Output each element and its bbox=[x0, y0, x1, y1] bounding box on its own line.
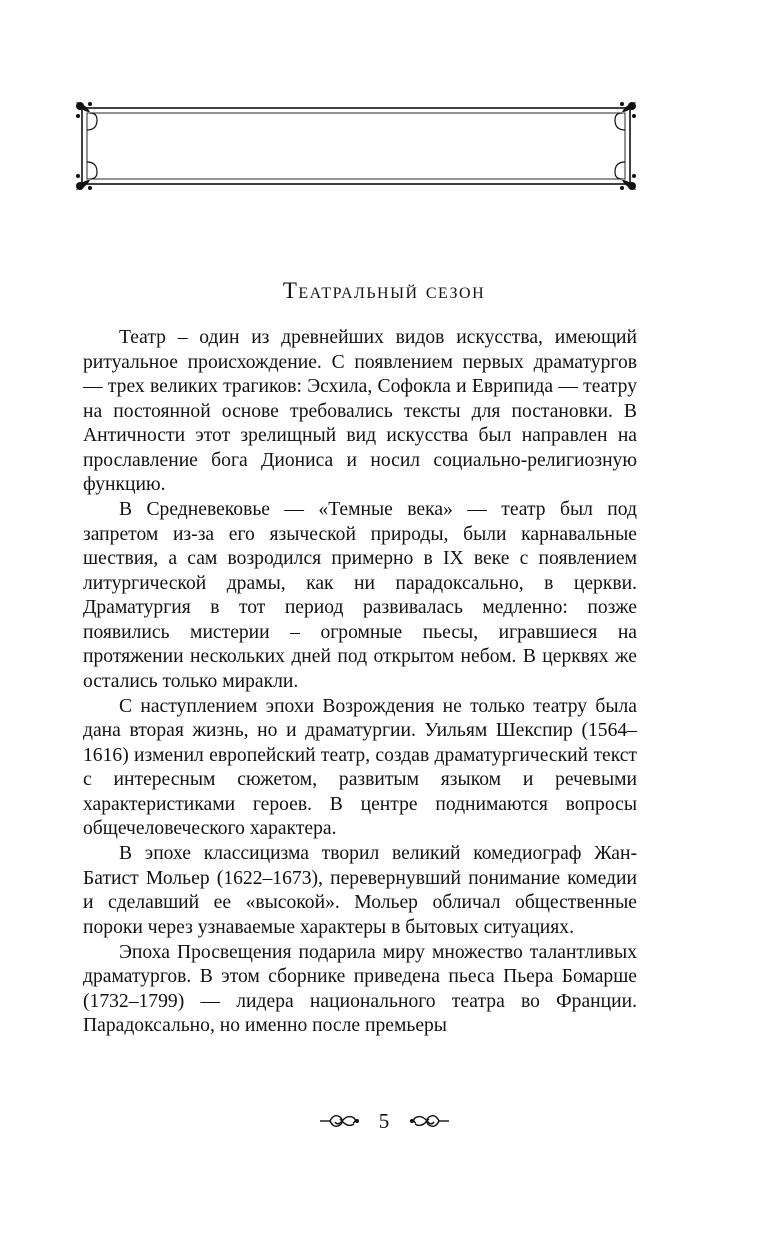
page-title: Театральный сезон bbox=[282, 278, 486, 303]
fleuron-icon bbox=[318, 1110, 360, 1132]
page-footer bbox=[0, 1107, 768, 1134]
paragraph: В эпохе классицизма творил великий комедиограф Жан-Батист Мольер (1622–1673), перевернувший понимание комедии и сделавший ее «высокой». Мольер обличал общественные пороки через узнаваемые характеры в бытовых ситуациях. bbox=[83, 843, 637, 938]
page-number: 5 bbox=[378, 1108, 390, 1133]
corner-ornament-br bbox=[620, 174, 636, 190]
corner-ornament-tl bbox=[76, 102, 92, 118]
corner-ornament-tr bbox=[620, 102, 636, 118]
paragraph: В Средневековье — «Темные века» — театр был под запретом из-за его языческой природы, были карнавальные шествия, а сам возродился примерно в IX веке с появлением литургической драмы, как ни парадоксально, в церкви. Драматургия в тот период развивалась медленно: позже появились мистерии – огромные пьесы, игравшиеся на протяжении нескольких дней под открытом небом. В церквях же остались только миракли. bbox=[83, 499, 637, 692]
corner-ornament-bl bbox=[76, 174, 92, 190]
ornamental-frame bbox=[74, 100, 638, 192]
paragraph: Театр – один из древнейших видов искусства, имеющий ритуальное происхождение. С появлением первых драматургов — трех великих трагиков: Эсхила, Софокла и Еврипида — театру на постоянной основе требовались тексты для постановки. В Античности этот зрелищный вид искусства был направлен на прославление бога Диониса и носил социально-религиозную функцию. bbox=[83, 327, 637, 495]
fleuron-icon bbox=[409, 1110, 451, 1132]
paragraph: Эпоха Просвещения подарила миру множество талантливых драматургов. В этом сборнике приведена пьеса Пьера Бомарше (1732–1799) — лидера национального театра во Франции. Парадоксально, но именно после премьеры bbox=[83, 941, 637, 1036]
body-text bbox=[83, 326, 637, 1039]
paragraph: С наступлением эпохи Возрождения не только театру была дана вторая жизнь, но и драматургии. Уильям Шекспир (1564–1616) изменил европейский театр, создав драматургический текст с интересным сюжетом, развитым языком и речевыми характеристиками героев. В центре поднимаются вопросы общечеловеческого характера. bbox=[83, 695, 637, 839]
ornamental-frame-icon bbox=[74, 100, 638, 192]
